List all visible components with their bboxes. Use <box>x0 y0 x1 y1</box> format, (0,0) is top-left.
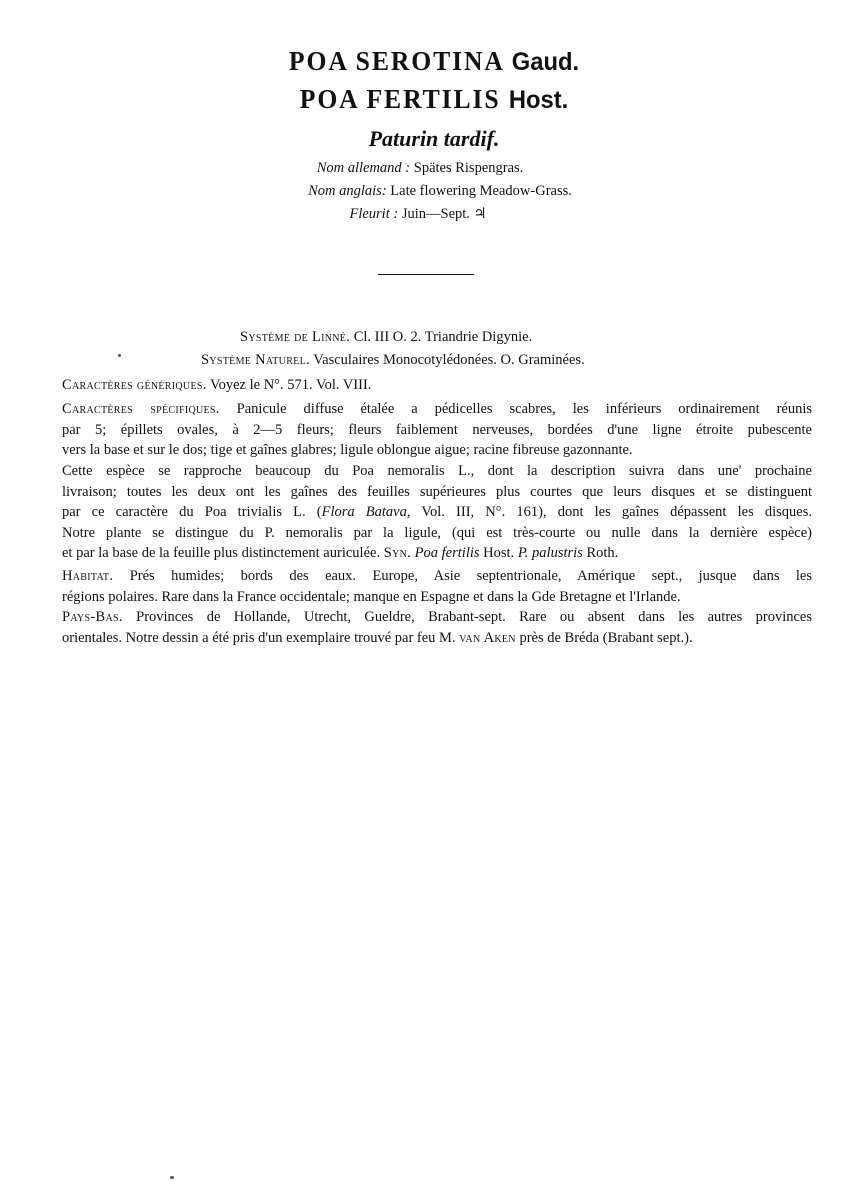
title-poa-serotina <box>22 46 847 77</box>
title-author: Gaud. <box>511 48 580 76</box>
paragraph-text: Panicule diffuse étalée a pédicelles scabres, les inférieurs ordinairement réunis <box>236 401 812 417</box>
paragraph-text: près de Bréda (Brabant sept.). <box>519 629 693 646</box>
paragraph-line: vers la base et sur le dos; tige et gaînes glabres; ligule oblongue aigue; racine fibreuse gazonnante. <box>62 442 633 458</box>
paragraph-text: orientales. Notre dessin a été pris d'un exemplaire trouvé par feu M. <box>62 629 456 646</box>
paragraph-line <box>62 628 812 649</box>
paragraph-text: , Vol. III, N°. 161), dont les gaînes dépassent les disques. <box>406 504 812 520</box>
paragraph-line <box>62 399 812 420</box>
paper-speck <box>170 1176 174 1179</box>
collector-name: van Aken <box>459 629 516 646</box>
synonym-p-palustris: P. palustris <box>517 545 583 561</box>
title-author: Host. <box>508 86 569 114</box>
flora-batava-ref: Flora Batava <box>321 504 407 520</box>
natural-label: Système Naturel. <box>201 352 310 368</box>
generic-value: Voyez le N°. 571. Vol. VIII. <box>210 377 372 393</box>
paragraph-line <box>62 502 812 523</box>
paragraph-line <box>62 566 812 587</box>
paragraph-text: Provinces de Hollande, Utrecht, Gueldre, Brabant-sept. Rare ou absent dans les autres provinces <box>136 609 812 625</box>
specific-characters-paragraph <box>62 399 812 461</box>
linne-system-line <box>240 329 532 346</box>
synonym-author: Roth. <box>586 545 619 561</box>
natural-value: Vasculaires Monocotylédonées. O. Graminées. <box>313 352 585 368</box>
habitat-paragraph <box>62 566 812 607</box>
paragraph-line: Cette espèce se rapproche beaucoup du Poa nemoralis L., dont la description suivra dans une' prochaine <box>62 463 812 479</box>
synonym-author: Host. <box>483 545 515 561</box>
synonym-label: Syn. <box>383 545 412 561</box>
paragraph-line <box>62 607 812 628</box>
netherlands-label: Pays-Bas. <box>62 609 123 625</box>
natural-system-line <box>201 352 585 369</box>
flowering-line <box>0 206 852 223</box>
flowering-value: Juin—Sept. ♃ <box>401 206 487 222</box>
english-name-line <box>6 183 868 200</box>
paragraph-line: régions polaires. Rare dans la France occidentale; manque en Espagne et dans la Gde Bretagne et l'Irlande. <box>62 588 681 605</box>
german-name-value: Spätes Rispengras. <box>413 160 524 176</box>
paragraph-line: par 5; épillets ovales, à 2—5 fleurs; fleurs faiblement nerveuses, bordées d'une ligne étroite pubescente <box>62 421 812 438</box>
german-name-line <box>0 160 854 177</box>
generic-characters-line <box>62 377 371 394</box>
title-name: POA FERTILIS <box>299 84 501 114</box>
specific-label: Caractères spécifiques. <box>62 401 220 417</box>
paragraph-text: par ce caractère du Poa trivialis L. ( <box>62 504 322 520</box>
paragraph-text: et par la base de la feuille plus distinctement auriculée. <box>62 545 381 561</box>
paragraph-line: livraison; toutes les deux ont les gaînes des feuilles supérieures plus courtes que leurs disques et se distinguent <box>62 483 812 500</box>
paragraph-line <box>62 543 812 564</box>
paper-speck <box>118 354 121 357</box>
generic-label: Caractères génériques. <box>62 377 207 393</box>
paragraph-text: Prés humides; bords des eaux. Europe, Asie septentrionale, Amérique sept., jusque dans les <box>129 568 813 584</box>
german-name-label: Nom allemand : <box>316 160 411 176</box>
french-name: Paturin tardif. <box>368 126 500 151</box>
linne-value: Cl. III O. 2. Triandrie Digynie. <box>353 329 533 345</box>
english-name-value: Late flowering Meadow-Grass. <box>390 183 572 199</box>
netherlands-paragraph <box>62 607 812 648</box>
description-paragraph <box>62 461 812 564</box>
separator-rule <box>378 274 474 275</box>
title-name: POA SEROTINA <box>288 46 504 76</box>
habitat-label: Habitat. <box>62 568 114 584</box>
linne-label: Système de Linné. <box>240 329 351 345</box>
paragraph-line: Notre plante se distingue du P. nemoralis par la ligule, (qui est très-courte ou nulle dans la dernière espèce) <box>62 524 812 541</box>
flowering-label: Fleurit : <box>349 206 399 222</box>
title-poa-fertilis <box>22 84 847 115</box>
english-name-label: Nom anglais: <box>308 183 387 199</box>
synonym-poa-fertilis: Poa fertilis <box>414 545 480 561</box>
